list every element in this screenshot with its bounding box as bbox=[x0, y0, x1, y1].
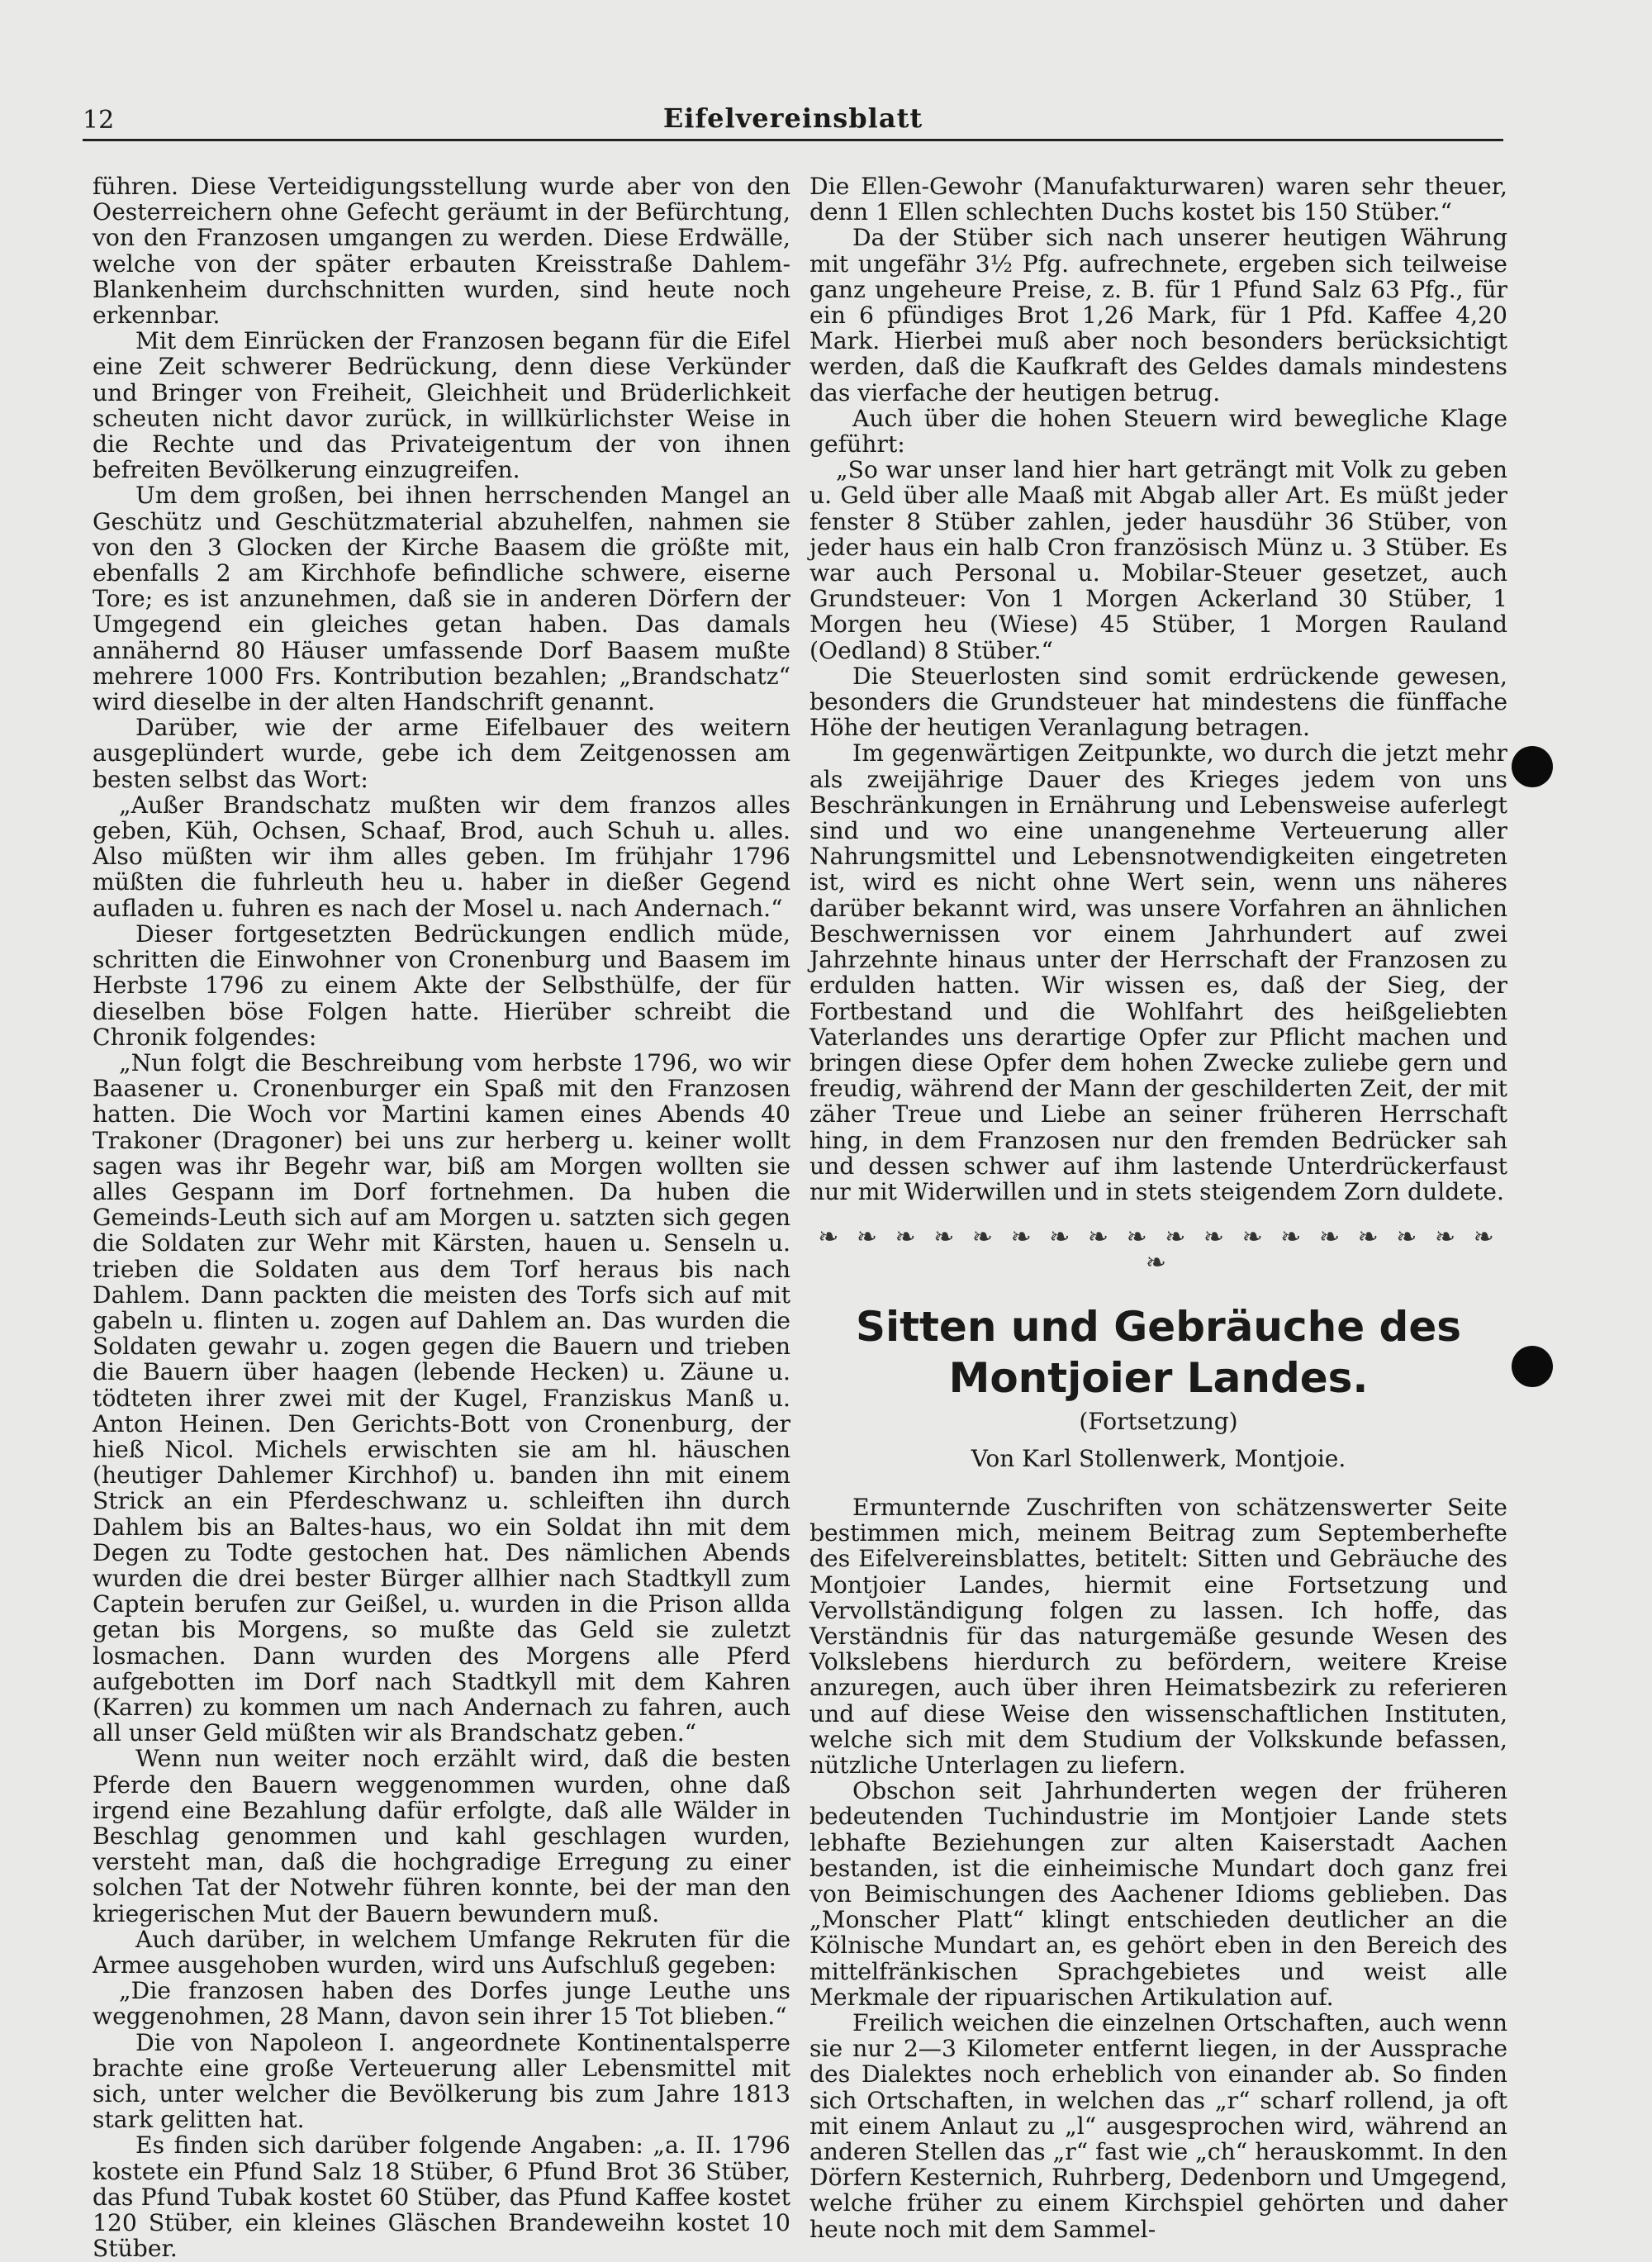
punch-hole bbox=[1512, 746, 1553, 787]
paragraph: Darüber, wie der arme Eifelbauer des weitern ausgeplündert wurde, gebe ich dem Zeitgenossen am besten selbst das Wort: bbox=[93, 714, 790, 793]
paragraph: Da der Stüber sich nach unserer heutigen Währung mit ungefähr 3½ Pfg. aufrechnete, ergeben sich teilweise ganz ungeheure Preise, z. B. für 1 Pfund Salz 63 Pfg., für ein 6 pfündiges Brot 1,26 Mark, für 1 Pfd. Kaffee 4,20 Mark. Hierbei muß aber noch besonders berücksichtigt werden, daß die Kaufkraft des Geldes damals mindestens das vierfache der heutigen betrug. bbox=[809, 224, 1507, 406]
journal-title: Eifelvereinsblatt bbox=[662, 102, 923, 134]
paragraph: Obschon seit Jahrhunderten wegen der früheren bedeutenden Tuchindustrie im Montjoier Lande stets lebhafte Beziehungen zur alten Kaiserstadt Aachen bestanden, ist die einheimische Mundart doch ganz frei von Beimischungen des Aachener Idioms geblieben. Das „Monscher Platt“ klingt entschieden deutlicher an die Kölnische Mundart an, es gehört eben in den Bereich des mittelfränkischen Sprachgebietes und weist alle Merkmale der ripuarischen Artikulation auf. bbox=[809, 1777, 1507, 2011]
left-column bbox=[93, 173, 790, 2261]
quote-paragraph: „Außer Brandschatz mußten wir dem franzos alles geben, Küh, Ochsen, Schaaf, Brod, auch Schuh u. alles. Also müßten wir ihm alles geben. Im frühjahr 1796 müßten die fuhrleuth heu u. haber in dießer Gegend aufladen u. fuhren es nach der Mosel u. nach Andernach.“ bbox=[93, 791, 790, 922]
paragraph: Die von Napoleon I. angeordnete Kontinentalsperre brachte eine große Verteuerung aller Lebensmittel mit sich, unter welcher die Bevölkerung bis zum Jahre 1813 stark gelitten hat. bbox=[93, 2028, 790, 2134]
paragraph: Auch darüber, in welchem Umfange Rekruten für die Armee ausgehoben wurden, wird uns Aufschluß gegeben: bbox=[93, 1925, 790, 1979]
page-header bbox=[83, 101, 1503, 140]
paragraph: Ermunternde Zuschriften von schätzenswerter Seite bestimmen mich, meinem Beitrag zum Septemberhefte des Eifelvereinsblattes, betitelt: Sitten und Gebräuche des Montjoier Landes, hiermit eine Fortsetzung und Vervollständigung folgen zu lassen. Ich hoffe, das Verständnis für das naturgemäße gesunde Wesen des Volkslebens hierdurch zu befördern, weitere Kreise anzuregen, auch über ihren Heimatsbezirk zu referieren und auf diese Weise den wissenschaftlichen Instituten, welche sich mit dem Studium der Volkskunde befassen, nützliche Unterlagen zu liefern. bbox=[809, 1493, 1507, 1779]
paragraph: Um dem großen, bei ihnen herrschenden Mangel an Geschütz und Geschützmaterial abzuhelfen, nahmen sie von den 3 Glocken der Kirche Baasem die größte mit, ebenfalls 2 am Kirchhofe befindliche schwere, eiserne Tore; es ist anzunehmen, daß sie in anderen Dörfern der Umgegend ein gleiches getan haben. Das damals annähernd 80 Häuser umfassende Dorf Baasem mußte mehrere 1000 Frs. Kontribution bezahlen; „Brandschatz“ wird dieselbe in der alten Handschrift genannt. bbox=[93, 482, 790, 716]
paragraph: Im gegenwärtigen Zeitpunkte, wo durch die jetzt mehr als zweijährige Dauer des Krieges jedem von uns Beschränkungen in Ernährung und Lebensweise auferlegt sind und wo eine unangenehme Verteuerung aller Nahrungsmittel und Lebensnotwendigkeiten eingetreten ist, wird es nicht ohne Wert sein, wenn uns näheres darüber bekannt wird, was unsere Vorfahren an ähnlichen Beschwernissen vor einem Jahrhundert auf zwei Jahrzehnte hinaus unter der Herrschaft der Franzosen zu erdulden hatten. Wir wissen es, daß der Sieg, der Fortbestand und die Wohlfahrt des heißgeliebten Vaterlandes uns derartige Opfer zur Pflicht machen und bringen diese Opfer dem hohen Zwecke zuliebe gern und freudig, während der Mann der geschilderten Zeit, der mit zäher Treue und Liebe an seiner früheren Herrschaft hing, in dem Franzosen nur den fremden Bedrücker sah und dessen schwer auf ihm lastende Unterdrückerfaust nur mit Widerwillen und in stets steigendem Zorn duldete. bbox=[809, 739, 1507, 1205]
right-column bbox=[809, 173, 1507, 2242]
quote-paragraph: „Die franzosen haben des Dorfes junge Leuthe uns weggenohmen, 28 Mann, davon sein ihrer 15 Tot blieben.“ bbox=[93, 1977, 790, 2031]
paragraph: Es finden sich darüber folgende Angaben: „a. II. 1796 kostete ein Pfund Salz 18 Stüber, 6 Pfund Brot 36 Stüber, das Pfund Tubak kostet 60 Stüber, das Pfund Kaffee kostet 120 Stüber, ein kleines Gläschen Brandeweihn kostet 10 Stüber. bbox=[93, 2131, 790, 2262]
paragraph: führen. Diese Verteidigungsstellung wurde aber von den Oesterreichern ohne Gefecht geräumt in der Befürchtung, von den Franzosen umgangen zu werden. Diese Erdwälle, welche von der später erbauten Kreisstraße Dahlem-Blankenheim durchschnitten wurden, sind heute noch erkennbar. bbox=[93, 173, 790, 330]
paragraph: Auch über die hohen Steuern wird bewegliche Klage geführt: bbox=[809, 404, 1507, 459]
paragraph: Die Ellen-Gewohr (Manufakturwaren) waren sehr theuer, denn 1 Ellen schlechten Duchs kostet bis 150 Stüber.“ bbox=[809, 173, 1507, 226]
paragraph: Mit dem Einrücken der Franzosen begann für die Eifel eine Zeit schwerer Bedrückung, denn diese Verkünder und Bringer von Freiheit, Gleichheit und Brüderlichkeit scheuten nicht davor zurück, in willkürlichster Weise in die Rechte und das Privateigentum der von ihnen befreiten Bevölkerung einzugreifen. bbox=[93, 327, 790, 484]
paragraph: Dieser fortgesetzten Bedrückungen endlich müde, schritten die Einwohner von Cronenburg und Baasem im Herbste 1796 zu einem Akte der Selbsthülfe, der für dieselben böse Folgen hatte. Hierüber schreibt die Chronik folgendes: bbox=[93, 920, 790, 1051]
paragraph: Die Steuerlosten sind somit erdrückende gewesen, besonders die Grundsteuer hat mindestens die fünffache Höhe der heutigen Veranlagung betragen. bbox=[809, 662, 1507, 742]
byline: Von Karl Stollenwerk, Montjoie. bbox=[971, 1444, 1346, 1472]
ornament-divider: ❧ ❧ ❧ ❧ ❧ ❧ ❧ ❧ ❧ ❧ ❧ ❧ ❧ ❧ ❧ ❧ ❧ ❧ ❧ bbox=[818, 1223, 1499, 1278]
quote-paragraph: „Nun folgt die Beschreibung vom herbste 1796, wo wir Baasener u. Cronenburger ein Spaß mit den Franzosen hatten. Die Woch vor Martini kamen eines Abends 40 Trakoner (Dragoner) bei uns zur herberg u. keiner wollt sagen was ihr Begehr war, biß am Morgen wollten sie alles Gespann im Dorf fortnehmen. Da huben die Gemeinds-Leuth sich auf am Morgen u. satzten sich gegen die Soldaten zur Wehr mit Kärsten, hauen u. Senseln u. trieben die Soldaten aus dem Torf heraus bis nach Dahlem. Dann packten die meisten des Torfs sich auf mit gabeln u. flinten u. zogen auf Dahlem an. Das wurden die Soldaten gewahr u. zogen gegen die Bauern und trieben die Bauern über haagen (lebende Hecken) u. Zäune u. tödteten ihrer zwei mit der Kugel, Franziskus Manß u. Anton Heinen. Den Gerichts-Bott von Cronenburg, der hieß Nicol. Michels erwischten sie am hl. häuschen (heutiger Dahlemer Kirchhof) u. banden ihn mit einem Strick an ein Pferdeschwanz u. schleiften ihn durch Dahlem bis an Baltes-haus, wo ein Soldat ihn mit dem Degen zu Todte gestochen hat. Des nämlichen Abends wurden die drei bester Bürger allhier nach Stadtkyll zum Captein berufen zur Geißel, u. wurden in die Prison allda getan bis Morgens, so mußte das Geld sie zuletzt losmachen. Dann wurden des Morgens alle Pferd aufgebotten im Dorf nach Stadtkyll mit dem Kahren (Karren) zu kommen um nach Andernach zu fahren, auch all unser Geld müßten wir als Brandschatz geben.“ bbox=[93, 1048, 790, 1747]
punch-hole bbox=[1512, 1346, 1553, 1387]
header-rule bbox=[83, 139, 1503, 141]
paragraph: Freilich weichen die einzelnen Ortschaften, auch wenn sie nur 2—3 Kilometer entfernt liegen, in der Aussprache des Dialektes noch erheblich von einander ab. So finden sich Ortschaften, in welchen das „r“ scharf rollend, ja oft mit einem Anlaut zu „l“ ausgesprochen wird, während an anderen Stellen das „r“ fast wie „ch“ herauskommt. In den Dörfern Kesternich, Ruhrberg, Dedenborn und Umgegend, welche früher zu einem Kirchspiel gehörten und daher heute noch mit dem Sammel- bbox=[809, 2009, 1507, 2243]
article-subtitle: (Fortsetzung) bbox=[1079, 1407, 1238, 1435]
page-number: 12 bbox=[83, 106, 115, 135]
article-title: Sitten und Gebräuche des Montjoier Landes. bbox=[855, 1302, 1461, 1402]
paragraph: Wenn nun weiter noch erzählt wird, daß die besten Pferde den Bauern weggenommen wurden, ohne daß irgend eine Bezahlung dafür erfolgte, daß alle Wälder in Beschlag genommen und kahl geschlagen wurden, versteht man, daß die hochgradige Erregung zu einer solchen Tat der Notwehr führen konnte, bei der man den kriegerischen Mut der Bauern bewundern muß. bbox=[93, 1745, 790, 1927]
quote-paragraph: „So war unser land hier hart geträngt mit Volk zu geben u. Geld über alle Maaß mit Abgab aller Art. Es müßt jeder fenster 8 Stüber zahlen, jeder hausdühr 36 Stüber, von jeder haus ein halb Cron französisch Münz u. 3 Stüber. Es war auch Personal u. Mobilar-Steuer gesetzet, auch Grundsteuer: Von 1 Morgen Ackerland 30 Stüber, 1 Morgen heu (Wiese) 45 Stüber, 1 Morgen Rauland (Oedland) 8 Stüber.“ bbox=[809, 456, 1507, 664]
